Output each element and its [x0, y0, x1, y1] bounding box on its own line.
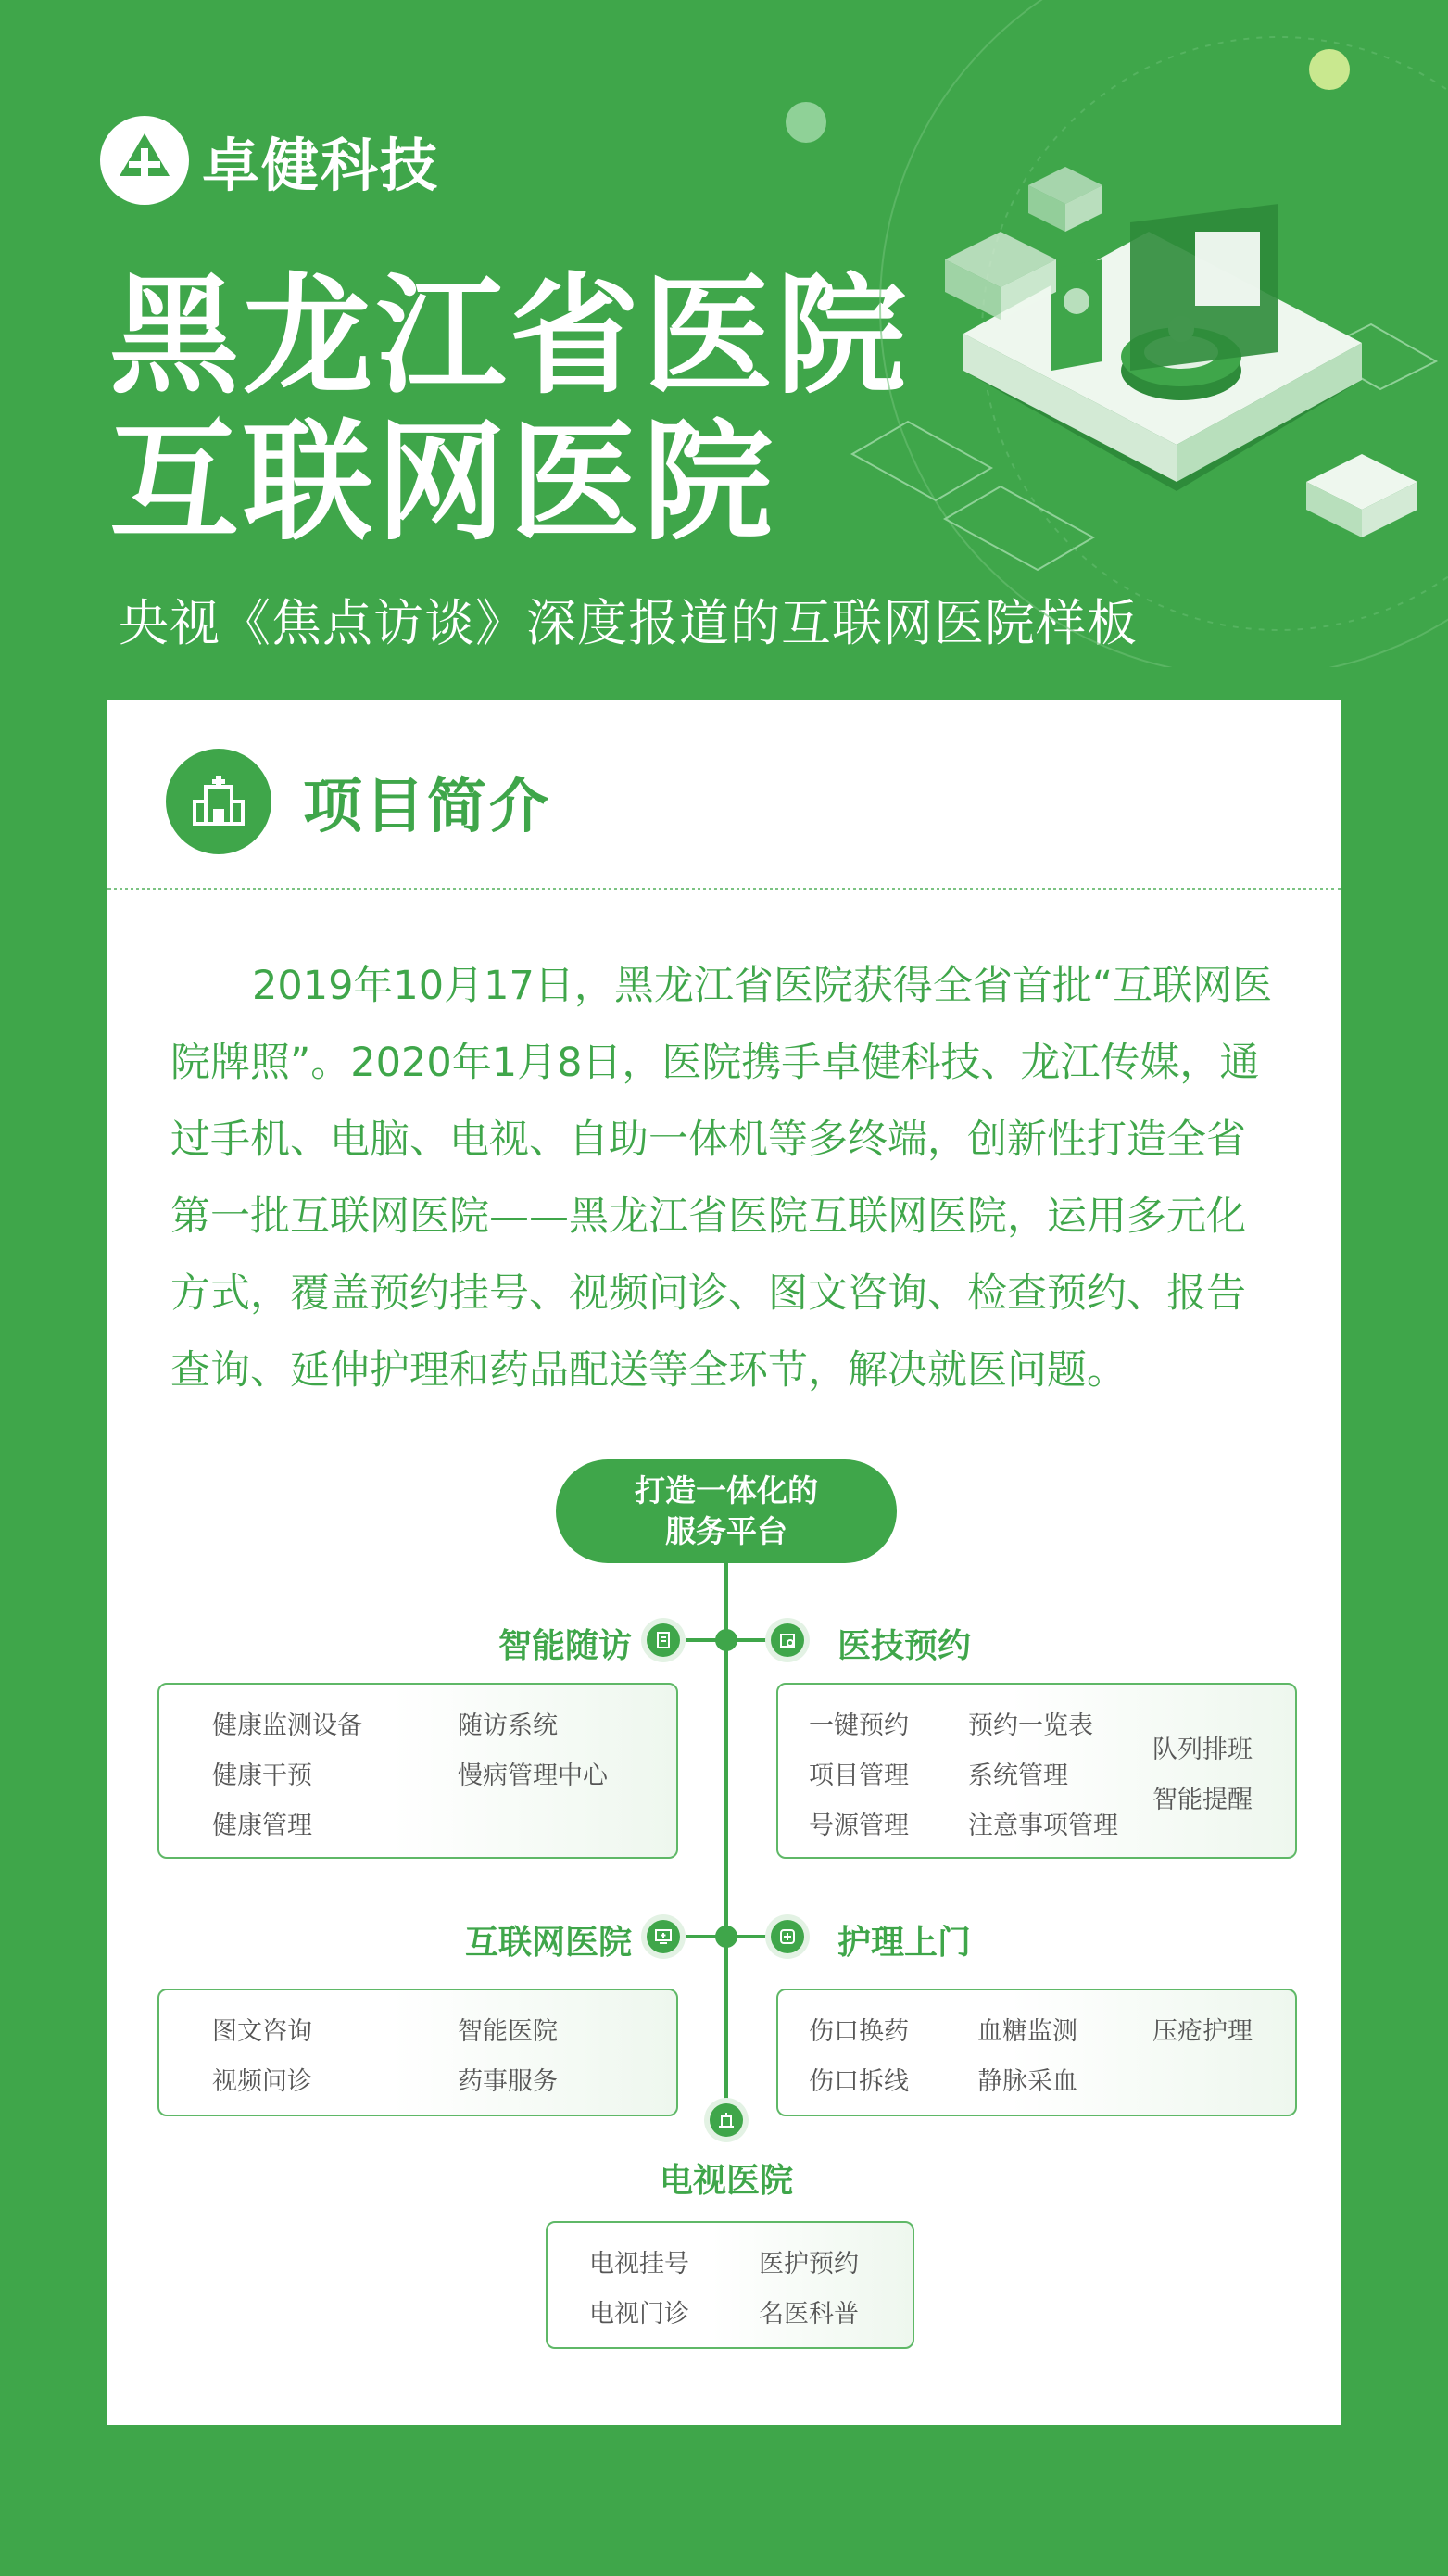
- title-line-1: 黑龙江省医院: [109, 261, 911, 412]
- intro-paragraph: 2019年10月17日，黑龙江省医院获得全省首批“互联网医院牌照”。2020年1月8日，医院携手卓健科技、龙江传媒，通过手机、电脑、电视、自助一体机等多终端，创新性打造全省第一批互联网医院——黑龙江省医院互联网医院，运用多元化方式，覆盖预约挂号、视频问诊、图文咨询、检查预约、报告查询、延伸护理和药品配送等全环节，解决就医问题。: [170, 963, 1273, 1394]
- dianshi-item: 名医科普: [759, 2300, 859, 2329]
- center-node-line-2: 服务平台: [665, 1513, 787, 1549]
- brand-name: 卓健科技: [202, 131, 440, 199]
- zhineng-item: 慢病管理中心: [458, 1762, 608, 1790]
- yiji-item: 预约一览表: [968, 1711, 1093, 1740]
- hulianwang-item: 智能医院: [458, 2017, 558, 2046]
- hulianwang-box: [157, 1989, 678, 2116]
- tv-hospital-icon: [704, 2098, 749, 2142]
- node-label-yiji: 医技预约: [837, 1627, 972, 1665]
- zhineng-box: [157, 1683, 678, 1859]
- connector-dot-row-2: [715, 1926, 737, 1948]
- center-node: [556, 1459, 897, 1563]
- hulianwang-item: 视频问诊: [212, 2067, 312, 2096]
- node-label-zhineng: 智能随访: [497, 1627, 632, 1665]
- yiji-box: [776, 1683, 1297, 1859]
- zhineng-item: 健康干预: [212, 1762, 312, 1790]
- section-header: [166, 749, 551, 854]
- dianshi-item: 电视门诊: [589, 2300, 689, 2329]
- yiji-item: 注意事项管理: [968, 1812, 1118, 1840]
- hulianwang-item: 图文咨询: [212, 2017, 312, 2046]
- followup-icon: [641, 1618, 686, 1662]
- yiji-item: 队列排班: [1152, 1736, 1253, 1764]
- intro-card: [107, 700, 1341, 2425]
- node-label-hulianwang: 互联网医院: [464, 1924, 632, 1962]
- node-label-huli: 护理上门: [837, 1924, 972, 1962]
- home-nursing-icon: [765, 1914, 810, 1959]
- brand-logo: [100, 116, 439, 205]
- brand-logo-icon: [100, 116, 189, 205]
- hero-illustration: [723, 0, 1448, 667]
- yiji-item: 智能提醒: [1152, 1786, 1253, 1814]
- zhineng-item: 健康监测设备: [212, 1711, 362, 1740]
- huli-item: 压疮护理: [1152, 2017, 1253, 2046]
- connector-dot-row-1: [715, 1629, 737, 1651]
- zhineng-item: 随访系统: [458, 1711, 558, 1740]
- yiji-item: 一键预约: [809, 1711, 909, 1740]
- huli-box: [776, 1989, 1297, 2116]
- huli-item: 伤口换药: [809, 2017, 909, 2046]
- stethoscope-icon: [786, 102, 826, 143]
- header-banner: [0, 0, 1448, 686]
- internet-hospital-icon: [641, 1914, 686, 1959]
- page-subtitle: 央视《焦点访谈》深度报道的互联网医院样板: [119, 594, 1138, 652]
- huli-item: 静脉采血: [977, 2067, 1077, 2096]
- yiji-item: 系统管理: [968, 1762, 1068, 1790]
- node-label-dianshi: 电视医院: [659, 2162, 793, 2200]
- hospital-badge-icon: [1309, 49, 1350, 90]
- title-line-2: 互联网医院: [109, 408, 777, 559]
- section-title: 项目简介: [303, 773, 551, 841]
- service-platform-diagram: [107, 1459, 1341, 2386]
- appointment-icon: [765, 1618, 810, 1662]
- center-node-line-1: 打造一体化的: [635, 1472, 818, 1509]
- huli-item: 血糖监测: [977, 2017, 1077, 2046]
- huli-item: 伤口拆线: [809, 2067, 909, 2096]
- dianshi-item: 电视挂号: [589, 2250, 689, 2279]
- section-divider: [107, 888, 1341, 890]
- hulianwang-item: 药事服务: [458, 2067, 558, 2096]
- yiji-item: 项目管理: [809, 1762, 909, 1790]
- hospital-building-icon: [166, 749, 271, 854]
- yiji-item: 号源管理: [809, 1812, 909, 1840]
- dianshi-item: 医护预约: [759, 2250, 859, 2279]
- dianshi-box: [546, 2221, 914, 2349]
- zhineng-item: 健康管理: [212, 1812, 312, 1840]
